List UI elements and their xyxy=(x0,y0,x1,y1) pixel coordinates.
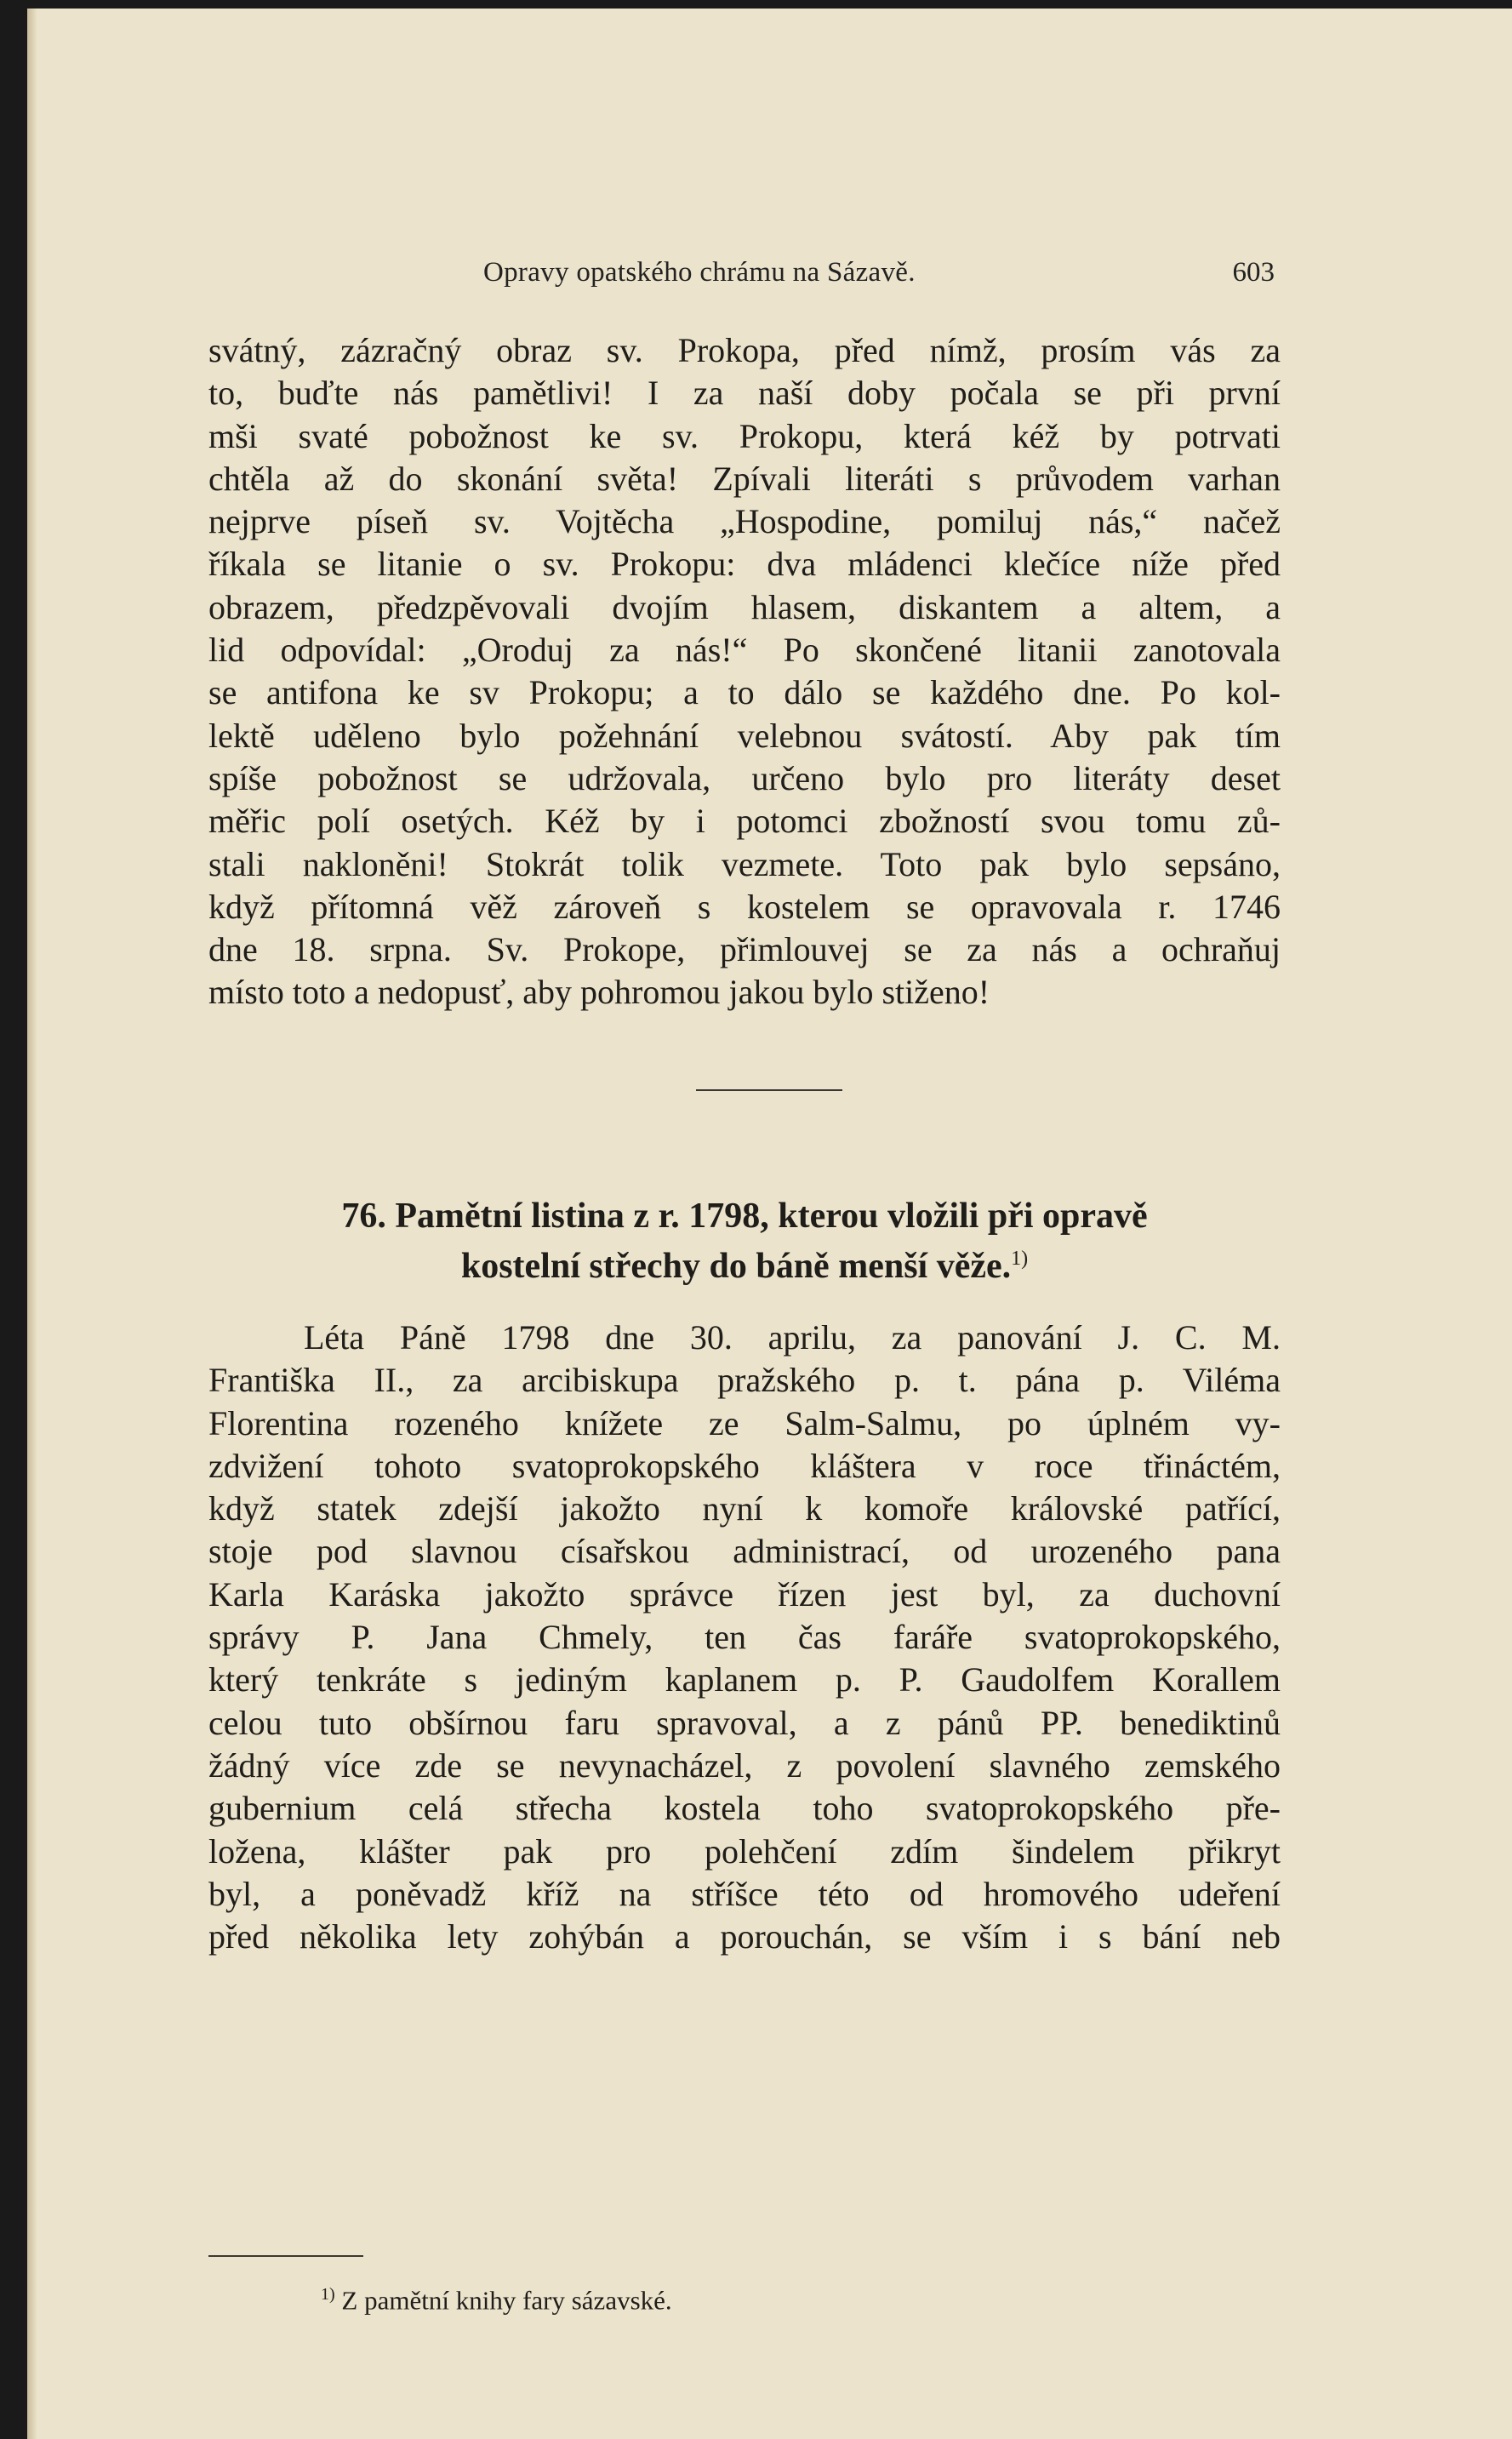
text-line: stoje pod slavnou císařskou administrací, od urozeného pana xyxy=(208,1532,1281,1571)
text-line: spíše pobožnost se udržovala, určeno bylo pro literáty deset xyxy=(208,758,1281,797)
page-spine-shadow xyxy=(27,9,37,2439)
footnote-rule xyxy=(208,2255,363,2257)
text-line: když přítomná věž zároveň s kostelem se opravovala r. 1746 xyxy=(208,887,1281,926)
paragraph-continued xyxy=(208,329,1281,1014)
text-line: když statek zdejší jakožto nyní k komoře královské patřící, xyxy=(208,1489,1281,1528)
text-line: před několika lety zohýbán a porouchán, se vším i s bání neb xyxy=(208,1917,1281,1956)
text-line: žádný více zde se nevynacházel, z povolení slavného zemského xyxy=(208,1745,1281,1785)
text-line: dne 18. srpna. Sv. Prokope, přimlouvej se za nás a ochraňuj xyxy=(208,930,1281,969)
text-line: stali nakloněni! Stokrát tolik vezmete. Toto pak bylo sepsáno, xyxy=(208,844,1281,883)
text-line: obrazem, předzpěvovali dvojím hlasem, diskantem a altem, a xyxy=(208,587,1281,626)
text-line: Karla Karáska jakožto správce řízen jest byl, za duchovní xyxy=(208,1574,1281,1614)
footnote xyxy=(321,2285,672,2316)
running-title: Opravy opatského chrámu na Sázavě. xyxy=(483,257,916,288)
text-line: celou tuto obšírnou faru spravoval, a z pánů PP. benediktinů xyxy=(208,1703,1281,1742)
text-line: mši svaté pobožnost ke sv. Prokopu, která kéž by potrvati xyxy=(208,416,1281,455)
page-number: 603 xyxy=(1232,257,1275,288)
text-line: chtěla až do skonání světa! Zpívali literáti s průvodem varhan xyxy=(208,459,1281,498)
footnote-text: Z pamětní knihy fary sázavské. xyxy=(341,2285,672,2316)
text-line: Františka II., za arcibiskupa pražského p. t. pána p. Viléma xyxy=(208,1361,1281,1400)
section-heading-line-2 xyxy=(208,1237,1281,1288)
text-line: lektě uděleno bylo požehnání velebnou svátostí. Aby pak tím xyxy=(208,716,1281,755)
section-heading-line-1: 76. Pamětní listina z r. 1798, kterou vložili při opravě xyxy=(341,1197,1148,1236)
text-line: nejprve píseň sv. Vojtěcha „Hospodine, pomiluj nás,“ načež xyxy=(208,502,1281,541)
text-line: byl, a poněvadž kříž na stříšce této od hromového udeření xyxy=(208,1874,1281,1913)
text-line: to, buďte nás pamětlivi! I za naší doby počala se při první xyxy=(208,374,1281,413)
footnote-marker: 1) xyxy=(321,2285,335,2304)
text-line: říkala se litanie o sv. Prokopu: dva mládenci klečíce níže před xyxy=(208,545,1281,584)
text-line: ložena, klášter pak pro polehčení zdím šindelem přikryt xyxy=(208,1831,1281,1871)
text-line: měřic polí osetých. Kéž by i potomci zbožností svou tomu zů- xyxy=(208,802,1281,841)
text-line: Léta Páně 1798 dne 30. aprilu, za panování J. C. M. xyxy=(304,1318,1281,1357)
text-line: lid odpovídal: „Oroduj za nás!“ Po skončené litanii zanotovala xyxy=(208,631,1281,670)
text-line: se antifona ke sv Prokopu; a to dálo se každého dne. Po kol- xyxy=(208,673,1281,712)
section-heading-line-2-text: kostelní střechy do báně menší věže. xyxy=(460,1247,1012,1286)
section-divider xyxy=(696,1089,842,1091)
text-line: který tenkráte s jediným kaplanem p. P. Gaudolfem Korallem xyxy=(208,1660,1281,1699)
text-line: Florentina rozeného knížete ze Salm-Salmu, po úplném vy- xyxy=(208,1403,1281,1442)
text-line: místo toto a nedopusť, aby pohromou jakou bylo stiženo! xyxy=(208,973,990,1012)
text-line: svátný, zázračný obraz sv. Prokopa, před nímž, prosím vás za xyxy=(208,331,1281,369)
paragraph-document xyxy=(208,1317,1281,1958)
text-line: správy P. Jana Chmely, ten čas faráře svatoprokopského, xyxy=(208,1618,1281,1657)
footnote-reference: 1) xyxy=(1011,1248,1029,1270)
section-heading xyxy=(208,1195,1281,1288)
text-line: gubernium celá střecha kostela toho svatoprokopského pře- xyxy=(208,1789,1281,1828)
book-page xyxy=(27,9,1512,2439)
text-line: zdvižení tohoto svatoprokopského kláštera v roce třináctém, xyxy=(208,1446,1281,1485)
